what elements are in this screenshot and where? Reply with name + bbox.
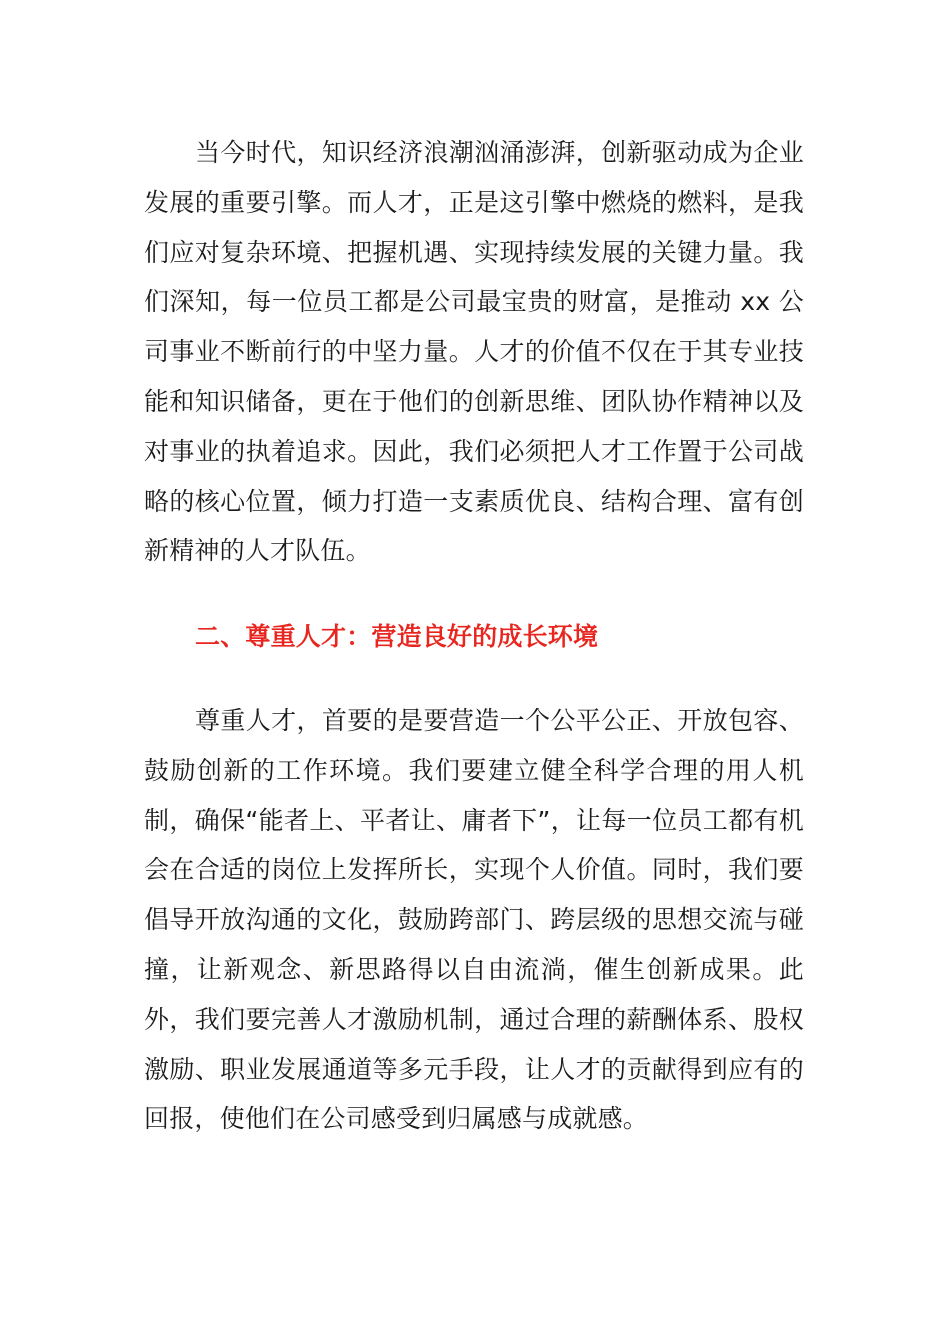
section-heading: 二、尊重人才：营造良好的成长环境 <box>195 622 599 651</box>
intro-paragraph: 当今时代，知识经济浪潮汹涌澎湃，创新驱动成为企业发展的重要引擎。而人才，正是这引擎中燃烧的燃料，是我们应对复杂环境、把握机遇、实现持续发展的关键力量。我们深知，每一位员工都是公司最宝贵的财富，是推动 xx 公司事业不断前行的中坚力量。人才的价值不仅在于其专业技能和知识储备，更在于他们的创新思维、团队协作精神以及对事业的执着追求。因此，我们必须把人才工作置于公司战略的核心位置，倾力打造一支素质优良、结构合理、富有创新精神的人才队伍。 <box>144 138 804 566</box>
body-paragraph: 尊重人才，首要的是要营造一个公平公正、开放包容、鼓励创新的工作环境。我们要建立健全科学合理的用人机制，确保“能者上、平者让、庸者下”，让每一位员工都有机会在合适的岗位上发挥所长，实现个人价值。同时，我们要倡导开放沟通的文化，鼓励跨部门、跨层级的思想交流与碰撞，让新观念、新思路得以自由流淌，催生创新成果。此外，我们要完善人才激励机制，通过合理的薪酬体系、股权激励、职业发展通道等多元手段，让人才的贡献得到应有的回报，使他们在公司感受到归属感与成就感。 <box>144 706 804 1134</box>
